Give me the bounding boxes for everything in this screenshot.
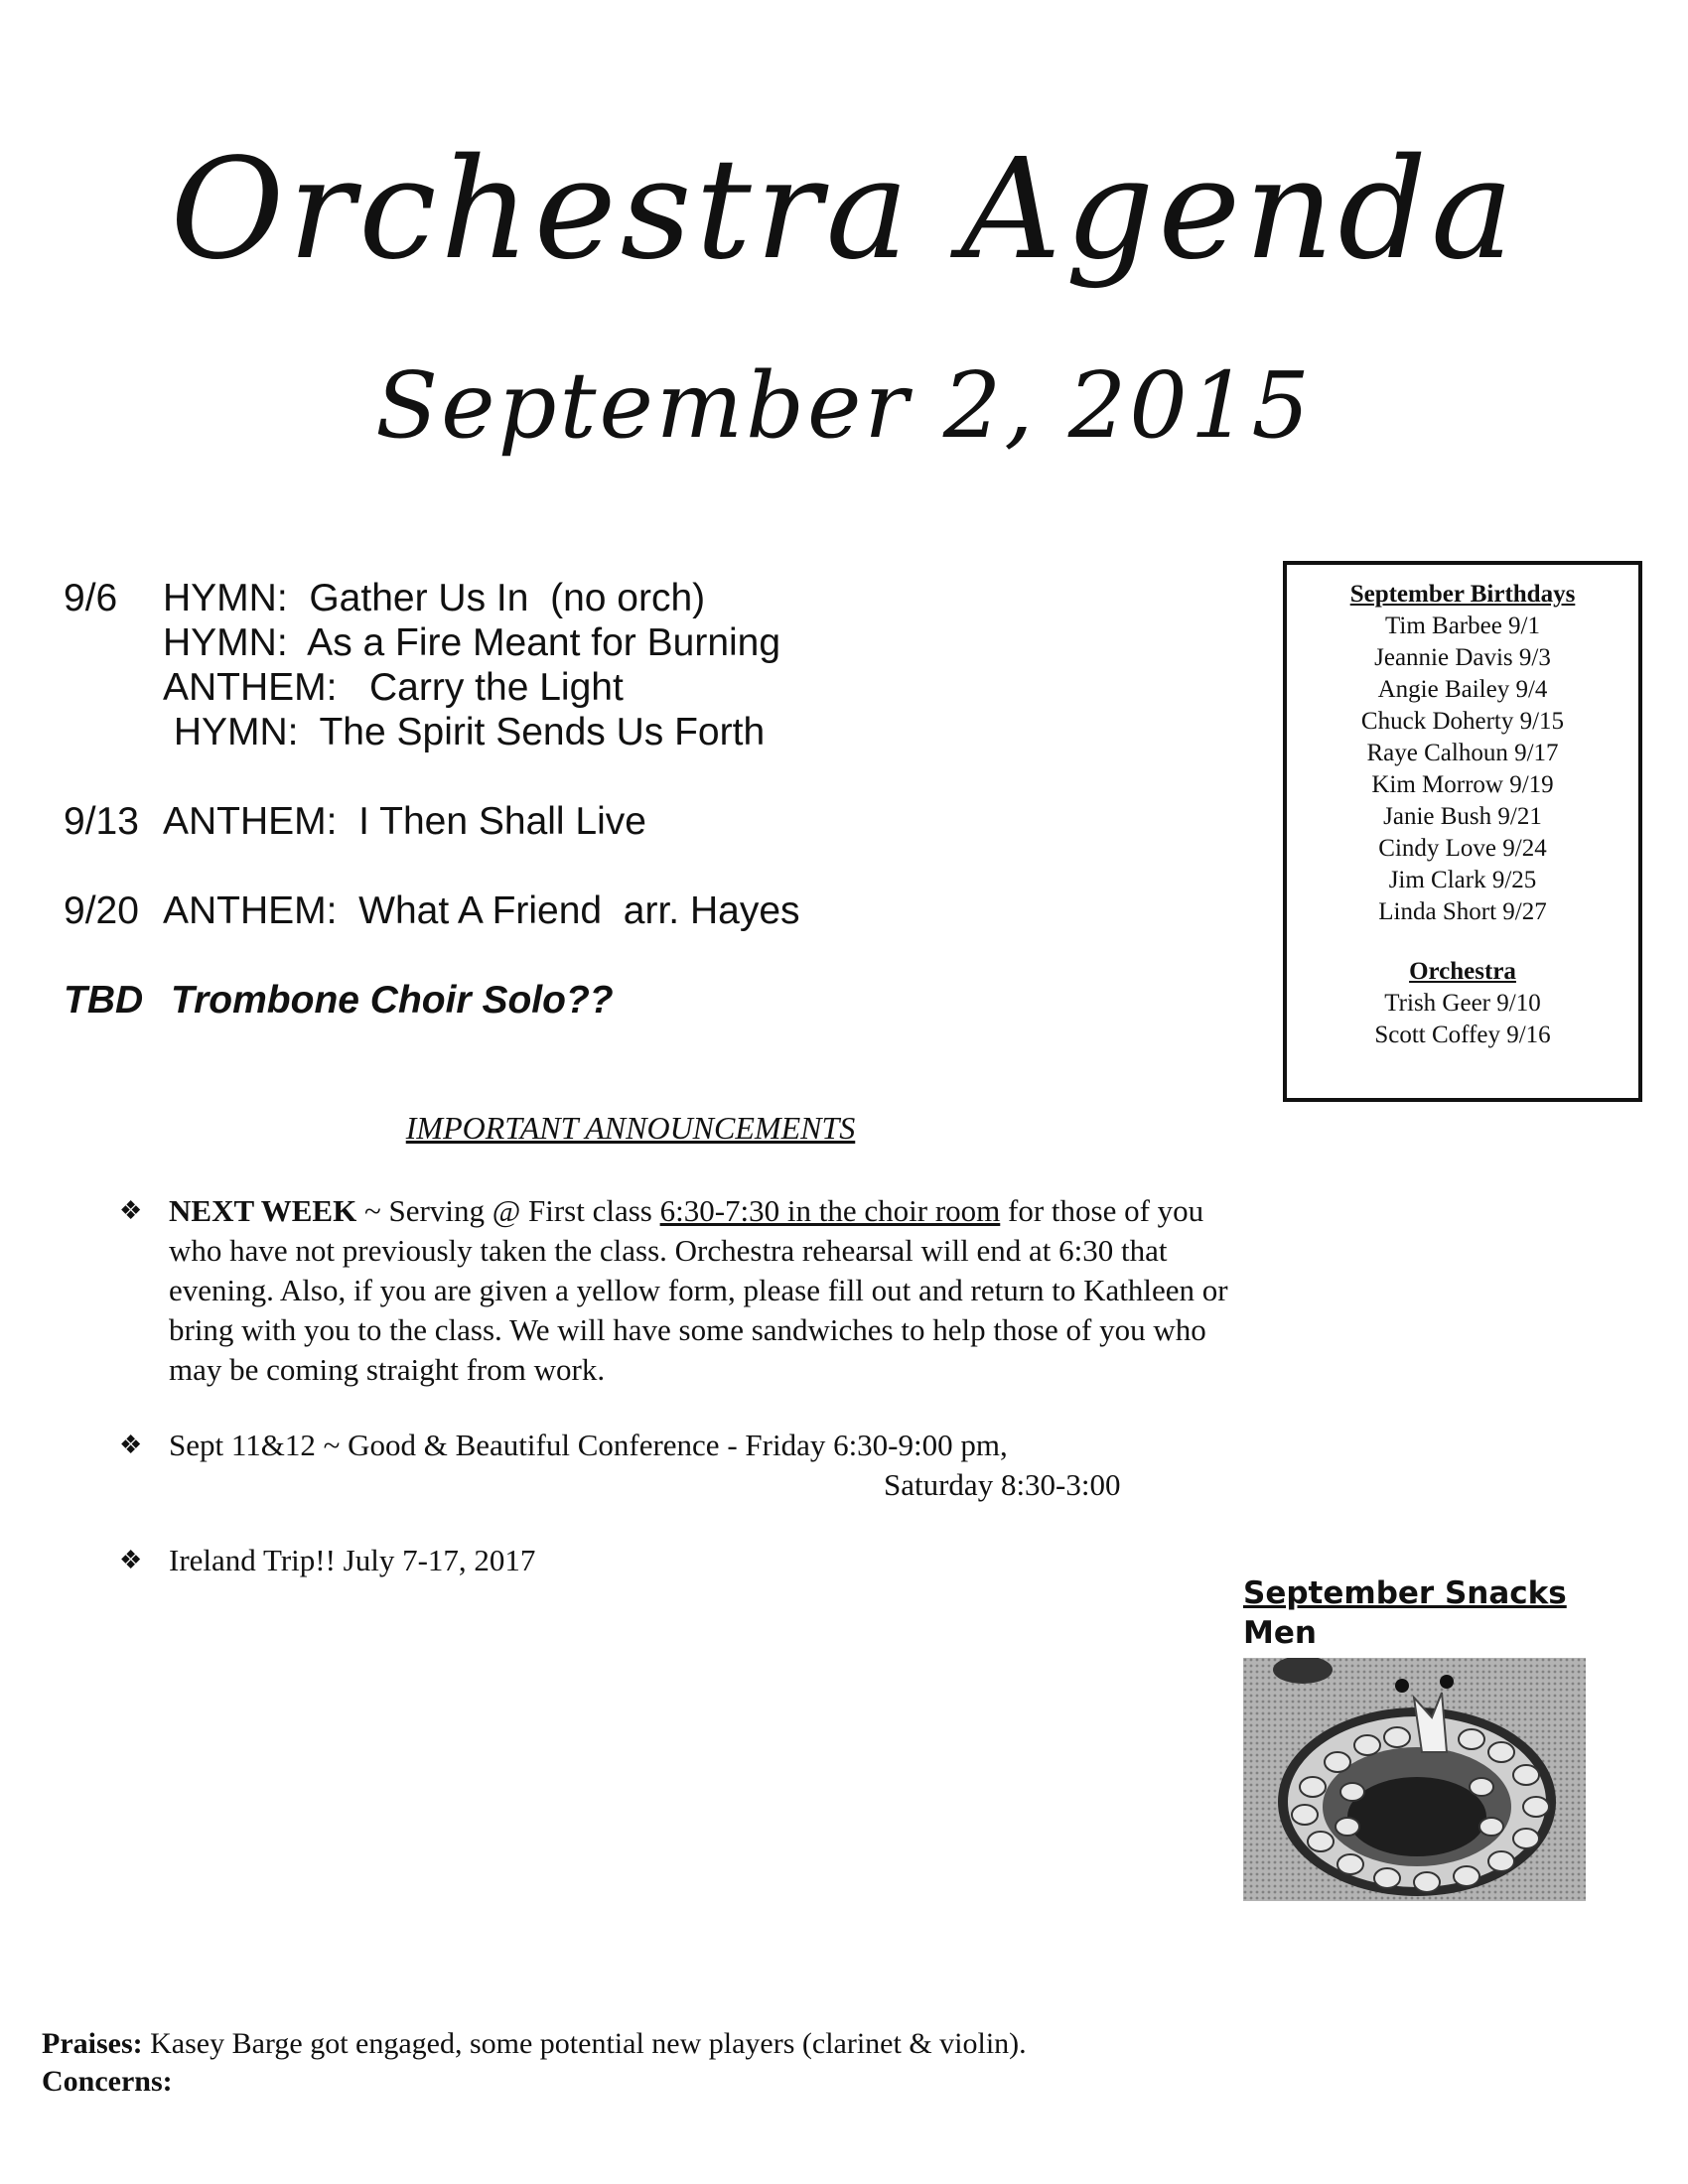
agenda-group-tbd <box>64 978 1235 1023</box>
page-title: Orchestra Agenda <box>170 129 1518 291</box>
bullet-icon: ❖ <box>119 1431 143 1459</box>
birthday-entry: Trish Geer 9/10 <box>1384 990 1541 1017</box>
announcement-text: Saturday 8:30-3:00 <box>884 1467 1121 1502</box>
praises-text: Kasey Barge got engaged, some potential new players (clarinet & violin). <box>142 2027 1027 2060</box>
birthday-entry: Tim Barbee 9/1 <box>1384 613 1541 639</box>
agenda-item: ANTHEM: I Then Shall Live <box>163 800 646 843</box>
agenda-item: HYMN: Gather Us In (no orch) <box>163 577 706 619</box>
birthday-entry: Scott Coffey 9/16 <box>1374 1022 1551 1048</box>
announcements-heading: IMPORTANT ANNOUNCEMENTS <box>405 1110 856 1146</box>
agenda-date-label: TBD <box>64 979 144 1022</box>
announcement-text: Sept 11&12 ~ Good & Beautiful Conference - Friday 6:30-9:00 pm, <box>169 1428 1008 1462</box>
agenda-item: ANTHEM: Carry the Light <box>163 666 624 709</box>
birthday-entry: Janie Bush 9/21 <box>1383 803 1542 830</box>
announcement-lead: NEXT WEEK <box>169 1193 357 1228</box>
agenda-item: HYMN: The Spirit Sends Us Forth <box>163 711 766 753</box>
agenda-item: ANTHEM: What A Friend arr. Hayes <box>163 889 800 932</box>
footer <box>42 2025 1630 2101</box>
orchestra-birthdays-heading: Orchestra <box>1409 958 1516 985</box>
announcement-item <box>119 1426 1261 1505</box>
agenda-group-0913 <box>64 799 1235 844</box>
agenda-item: Trombone Choir Solo?? <box>171 979 614 1022</box>
announcements-list <box>119 1191 1261 1616</box>
announcement-text: Ireland Trip!! July 7-17, 2017 <box>169 1543 536 1577</box>
announcement-text: ~ Serving @ First class <box>356 1193 660 1228</box>
praises-label: Praises: <box>42 2027 143 2060</box>
agenda-date-label: 9/20 <box>64 889 139 932</box>
birthdays-box <box>1283 561 1642 1102</box>
announcement-item <box>119 1541 1261 1580</box>
birthday-entry: Linda Short 9/27 <box>1378 898 1547 925</box>
agenda-list <box>64 576 1235 1067</box>
snacks-group: Men <box>1243 1615 1317 1651</box>
agenda-date-label: 9/13 <box>64 800 139 843</box>
announcement-item <box>119 1191 1261 1390</box>
birthday-entry: Kim Morrow 9/19 <box>1371 771 1554 798</box>
birthday-entry: Angie Bailey 9/4 <box>1377 676 1548 703</box>
concerns-label: Concerns: <box>42 2065 173 2098</box>
birthday-entry: Raye Calhoun 9/17 <box>1366 740 1559 766</box>
bullet-icon: ❖ <box>119 1546 143 1574</box>
birthday-entry: Jeannie Davis 9/3 <box>1374 644 1551 671</box>
announcement-text: for those of you who have not previously taken the class. Orchestra rehearsal will end at 6:30 that evening. Also, if you are given a yellow form, please fill out and return to Kathleen or bring with you to the class. We will have some sandwiches to help those of you who may be coming straight from work. <box>169 1193 1228 1387</box>
agenda-date-label: 9/6 <box>64 577 118 619</box>
snacks-section <box>1243 1573 1601 1653</box>
agenda-group-0920 <box>64 888 1235 933</box>
birthdays-heading: September Birthdays <box>1349 581 1576 608</box>
agenda-group-0906 <box>64 576 1235 754</box>
birthday-entry: Cindy Love 9/24 <box>1378 835 1547 862</box>
snacks-title: September Snacks <box>1243 1575 1567 1611</box>
agenda-date: September 2, 2015 <box>375 352 1313 459</box>
announcement-highlight: 6:30-7:30 in the choir room <box>659 1193 1001 1228</box>
birthday-entry: Jim Clark 9/25 <box>1388 867 1537 893</box>
agenda-item: HYMN: As a Fire Meant for Burning <box>163 621 781 664</box>
bullet-icon: ❖ <box>119 1196 143 1225</box>
birthday-entry: Chuck Doherty 9/15 <box>1360 708 1565 735</box>
snack-platter-image <box>1243 1658 1586 1901</box>
